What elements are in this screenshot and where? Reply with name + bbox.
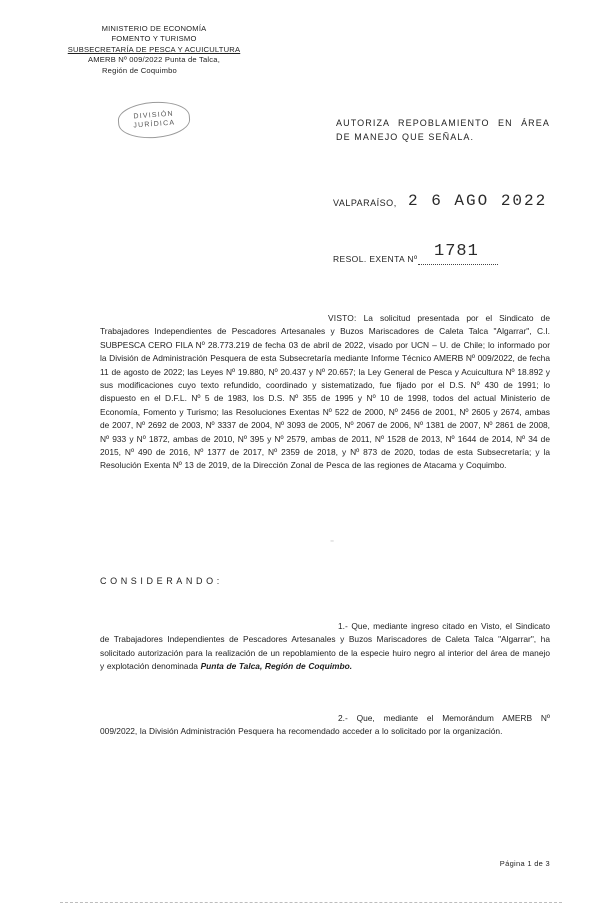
item-1-text: mediante ingreso citado en Visto, el Sindicato de Trabajadores Independientes de Pescadores Artesanales y Buzos Mariscadores de Caleta Talca "Algarrar", ha solicitado autorización para la realización de un repoblamiento de la especie huiro negro al interior del área de manejo y explotación denominada <box>100 621 550 672</box>
resolution-number-line <box>418 264 498 265</box>
visto-text: La solicitud presentada por el Sindicato de Trabajadores Independientes de Pescadores Artesanales y Buzos Mariscadores de Caleta Talca "Algarrar", C.I. SUBPESCA CERO FILA Nº 28.773.219 de fecha 03 de abril de 2022, visado por UCN – U. de Chile; lo informado por la División de Administración Pesquera de esta Subsecretaría mediante Informe Técnico AMERB Nº 009/2022, de fecha 11 de agosto de 2022; las Leyes Nº 19.880, Nº 20.437 y Nº 20.657; la Ley General de Pesca y Acuicultura Nº 18.892 y sus modificaciones cuyo texto refundido, coordinado y sistematizado, fue fijado por el D.S. Nº 430 de 1991; lo dispuesto en el D.F.L. Nº 5 de 1983, los D.S. Nº 355 de 1995 y Nº 10 de 1998, todos del actual Ministerio de Economía, Fomento y Turismo; las Resoluciones Exentas Nº 522 de 2000, Nº 2456 de 2001, Nº 2605 y 2674, ambas de 2007, Nº 2692 de 2003, Nº 3337 de 2004, Nº 3093 de 2005, Nº 2067 de 2006, Nº 1381 de 2007, Nº 2861 de 2008, Nº 933 y Nº 1872, ambas de 2010, Nº 395 y Nº 2579, ambas de 2011, Nº 1528 de 2013, Nº 1644 de 2014, Nº 34 de 2015, Nº 490 de 2016, Nº 1377 de 2017, Nº 2359 de 2018, y Nº 873 de 2020, todas de esta Subsecretaría; y la Resolución Exenta Nº 13 de 2019, de la Dirección Zonal de Pesca de las regiones de Atacama y Coquimbo. <box>100 313 550 471</box>
place-label: VALPARAÍSO, <box>333 198 397 208</box>
letterhead <box>64 24 244 76</box>
margin-mark: ⁻ <box>330 538 335 547</box>
considerando-item-1 <box>100 620 550 674</box>
division-stamp <box>117 100 191 141</box>
letterhead-reference: AMERB Nº 009/2022 Punta de Talca, <box>87 55 221 65</box>
letterhead-region: Región de Coquimbo <box>102 65 177 75</box>
item-2-label: 2.- Que, <box>338 713 375 723</box>
stamp-line-2: JURÍDICA <box>133 119 176 130</box>
letterhead-subsecretariat: SUBSECRETARÍA DE PESCA Y ACUICULTURA <box>67 44 241 54</box>
visto-paragraph <box>100 312 550 473</box>
page-number: Página 1 de 3 <box>499 859 550 868</box>
item-2-text: mediante el Memorándum AMERB Nº 009/2022, la División Administración Pesquera ha recomendado acceder a lo solicitado por la organización. <box>100 713 550 737</box>
letterhead-ministry-branch: FOMENTO Y TURISMO <box>111 34 197 44</box>
considerando-item-2 <box>100 712 550 739</box>
considerando-heading: CONSIDERANDO: <box>100 576 223 586</box>
subject-line: AUTORIZA REPOBLAMIENTO EN ÁREA DE MANEJO QUE SEÑALA. <box>336 118 550 142</box>
resolution-label: RESOL. EXENTA Nº <box>333 254 418 264</box>
stamp-line-1: DIVISIÓN <box>133 110 175 121</box>
item-1-label: 1.- Que, <box>338 621 370 631</box>
resolution-number: 1781 <box>434 242 479 261</box>
bottom-scan-edge <box>60 902 562 903</box>
visto-label: VISTO: <box>328 313 357 323</box>
date-stamp: 2 6 AGO 2022 <box>408 192 548 210</box>
letterhead-ministry: MINISTERIO DE ECONOMÍA <box>101 24 207 33</box>
item-1-place: Punta de Talca, Región de Coquimbo. <box>200 661 353 672</box>
